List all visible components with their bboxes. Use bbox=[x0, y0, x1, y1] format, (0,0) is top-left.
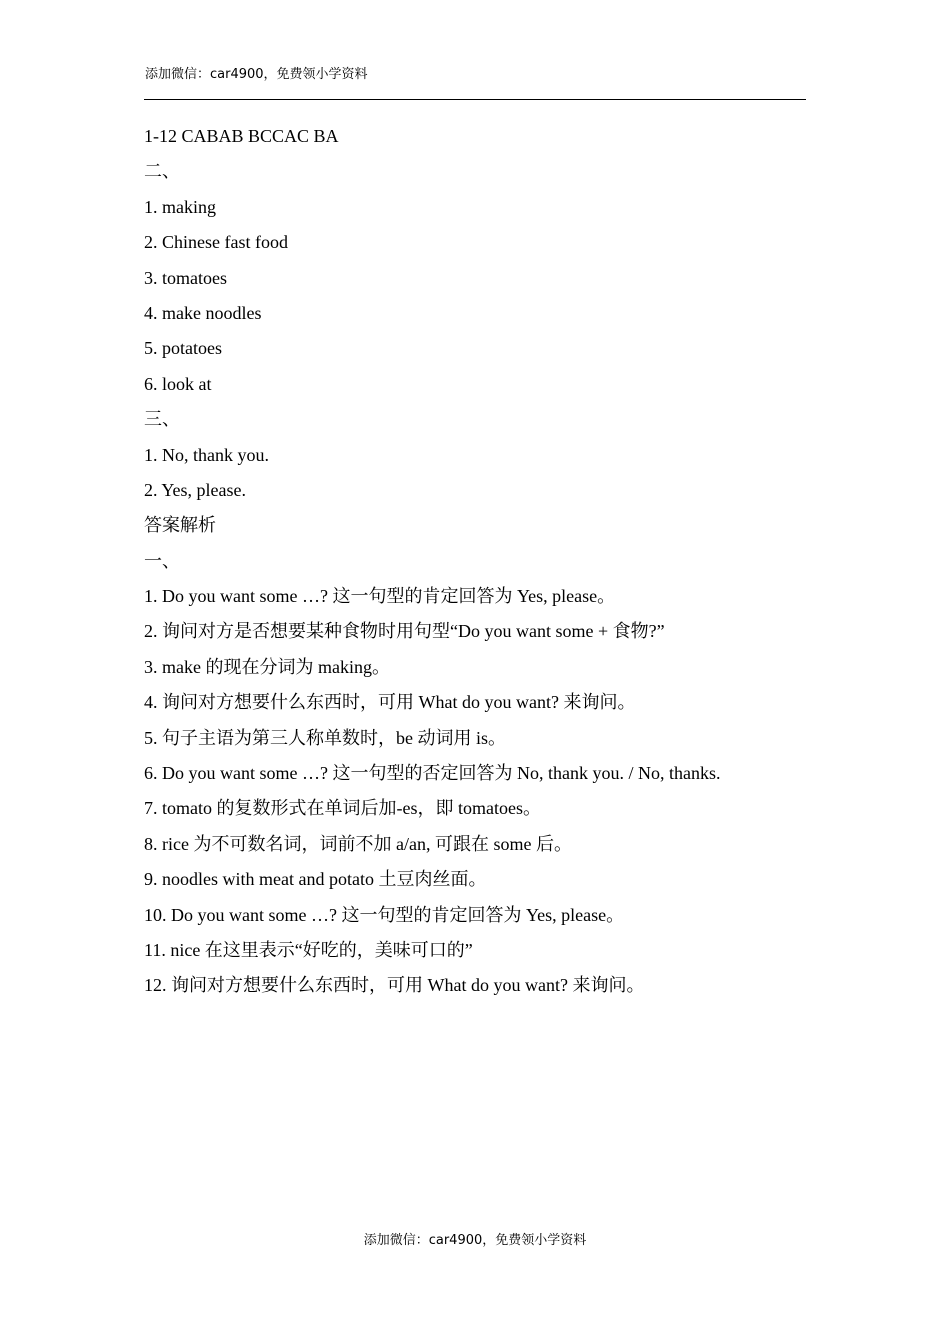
explanation-line: 6. Do you want some …? 这一句型的否定回答为 No, thank you. / No, thanks. bbox=[144, 763, 721, 784]
explanation-line: 1. Do you want some …? 这一句型的肯定回答为 Yes, please。 bbox=[144, 586, 616, 607]
explanation-line: 10. Do you want some …? 这一句型的肯定回答为 Yes, please。 bbox=[144, 904, 625, 925]
answer-line: 2. Yes, please. bbox=[144, 479, 246, 500]
page-header-text: 添加微信：car4900，免费领小学资料 bbox=[145, 67, 368, 82]
explanation-line: 12. 询问对方想要什么东西时，可用 What do you want? 来询问。 bbox=[144, 975, 645, 996]
section-heading: 三、 bbox=[144, 409, 180, 430]
answer-line: 5. potatoes bbox=[144, 338, 222, 359]
explanation-line: 11. nice 在这里表示“好吃的，美味可口的” bbox=[144, 939, 473, 960]
answer-key-line: 1-12 CABAB BCCAC BA bbox=[144, 126, 339, 146]
explanation-line: 9. noodles with meat and potato 土豆肉丝面。 bbox=[144, 869, 487, 890]
answer-line: 1. making bbox=[144, 196, 216, 217]
explanation-line: 4. 询问对方想要什么东西时，可用 What do you want? 来询问。 bbox=[144, 692, 636, 713]
answer-line: 1. No, thank you. bbox=[144, 444, 269, 465]
page-footer-text: 添加微信：car4900，免费领小学资料 bbox=[363, 1233, 587, 1248]
explanation-line: 7. tomato 的复数形式在单词后加-es，即 tomatoes。 bbox=[144, 798, 541, 819]
header-divider bbox=[144, 99, 806, 100]
answer-line: 4. make noodles bbox=[144, 302, 262, 323]
section-heading: 答案解析 bbox=[144, 515, 216, 536]
section-heading: 二、 bbox=[144, 161, 180, 182]
section-heading: 一、 bbox=[144, 550, 180, 571]
explanation-line: 5. 句子主语为第三人称单数时，be 动词用 is。 bbox=[144, 727, 506, 748]
answer-line: 6. look at bbox=[144, 373, 212, 394]
answer-line: 3. tomatoes bbox=[144, 267, 227, 288]
answer-line: 2. Chinese fast food bbox=[144, 232, 288, 253]
explanation-line: 3. make 的现在分词为 making。 bbox=[144, 656, 390, 677]
explanation-line: 8. rice 为不可数名词，词前不加 a/an, 可跟在 some 后。 bbox=[144, 833, 572, 854]
document-body bbox=[144, 119, 806, 1004]
explanation-line: 2. 询问对方是否想要某种食物时用句型“Do you want some + 食物?” bbox=[144, 621, 665, 642]
